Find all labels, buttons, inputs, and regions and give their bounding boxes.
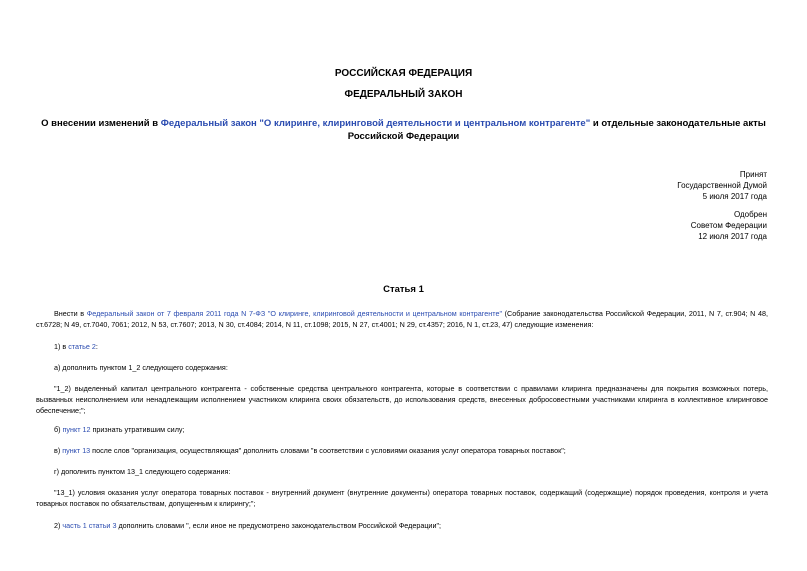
paragraph-quote-13-1: "13_1) условия оказания услуг оператора товарных поставок - внутренний документ (внутренние документы) оператора товарных поставок, содержащий (содержащие) порядок проведения, контроля и учета товарных поставок по обязательствам, допущенным к клирингу;"; bbox=[36, 488, 768, 508]
accepted-body: Государственной Думой bbox=[677, 181, 767, 190]
p5-prefix: б) bbox=[54, 425, 63, 434]
p6-suffix: после слов "организация, осуществляющая" дополнить словами "в соответствии с условиями оказания услуг оператора товарных поставок"; bbox=[90, 446, 566, 455]
article-heading: Статья 1 bbox=[383, 284, 424, 295]
p9-prefix: 2) bbox=[54, 521, 63, 530]
p5-suffix: признать утратившим силу; bbox=[90, 425, 185, 434]
paragraph-quote-1-2: "1_2) выделенный капитал центрального контрагента - собственные средства центрального контрагента, которые в соответствии с правилами клиринга предназначены для покрытия возможных потерь, вызванных неисполнением или ненадлежащим исполнением участником клиринга своих обязательств, до использования средств, внесенных добросовестными участниками клиринга в коллективное клиринговое обеспечение;"; bbox=[36, 384, 768, 415]
paragraph-item-2 bbox=[36, 520, 768, 531]
title-law-link[interactable]: Федеральный закон "О клиринге, клиринговой деятельности и центральном контрагенте" bbox=[160, 118, 591, 129]
paragraph-item-g: г) дополнить пунктом 13_1 следующего содержания: bbox=[54, 467, 231, 476]
point-13-link[interactable]: пункт 13 bbox=[62, 446, 91, 455]
paragraph-item-1 bbox=[36, 341, 768, 352]
approved-block bbox=[691, 209, 767, 242]
article-3-part-1-link[interactable]: часть 1 статьи 3 bbox=[62, 521, 117, 530]
approved-date: 12 июля 2017 года bbox=[698, 232, 767, 241]
paragraph-item-a: а) дополнить пунктом 1_2 следующего содержания: bbox=[54, 363, 228, 372]
p2-prefix: 1) в bbox=[54, 342, 69, 351]
approved-label: Одобрен bbox=[733, 210, 767, 219]
article-2-link[interactable]: статье 2 bbox=[68, 342, 96, 351]
law-title bbox=[36, 117, 771, 143]
paragraph-intro bbox=[36, 308, 768, 330]
accepted-date: 5 июля 2017 года bbox=[702, 192, 767, 201]
federal-law-link[interactable]: Федеральный закон от 7 февраля 2011 года N 7-ФЗ "О клиринге, клиринговой деятельности и центральном контрагенте" bbox=[86, 309, 502, 318]
approved-body: Советом Федерации bbox=[690, 221, 767, 230]
accepted-block bbox=[677, 169, 767, 202]
paragraph-item-b bbox=[36, 424, 768, 435]
paragraph-item-v bbox=[36, 445, 768, 456]
p6-prefix: в) bbox=[54, 446, 63, 455]
title-suffix: и отдельные законодательные акты Российской Федерации bbox=[347, 118, 766, 142]
title-prefix: О внесении изменений в bbox=[41, 118, 161, 129]
p1-suffix: (Собрание законодательства Российской Федерации, 2011, N 7, ст.904; N 48, ст.6728; N 49, ст.7040, 7061; 2012, N 53, ст.7607; 2013, N 30, ст.4084; 2014, N 11, ст.1098; 2015, N 27, ст.4001; N 29, ст.4357; 2016, N 1, ст.23, 47) следующие изменения: bbox=[36, 309, 768, 329]
point-12-link[interactable]: пункт 12 bbox=[62, 425, 91, 434]
law-type-heading: ФЕДЕРАЛЬНЫЙ ЗАКОН bbox=[344, 89, 463, 100]
p9-suffix: дополнить словами ", если иное не предусмотрено законодательством Российской Федерации"; bbox=[116, 521, 442, 530]
p1-prefix: Внести в bbox=[54, 309, 87, 318]
accepted-label: Принят bbox=[739, 170, 767, 179]
p2-suffix: : bbox=[95, 342, 98, 351]
country-heading: РОССИЙСКАЯ ФЕДЕРАЦИЯ bbox=[334, 68, 473, 79]
